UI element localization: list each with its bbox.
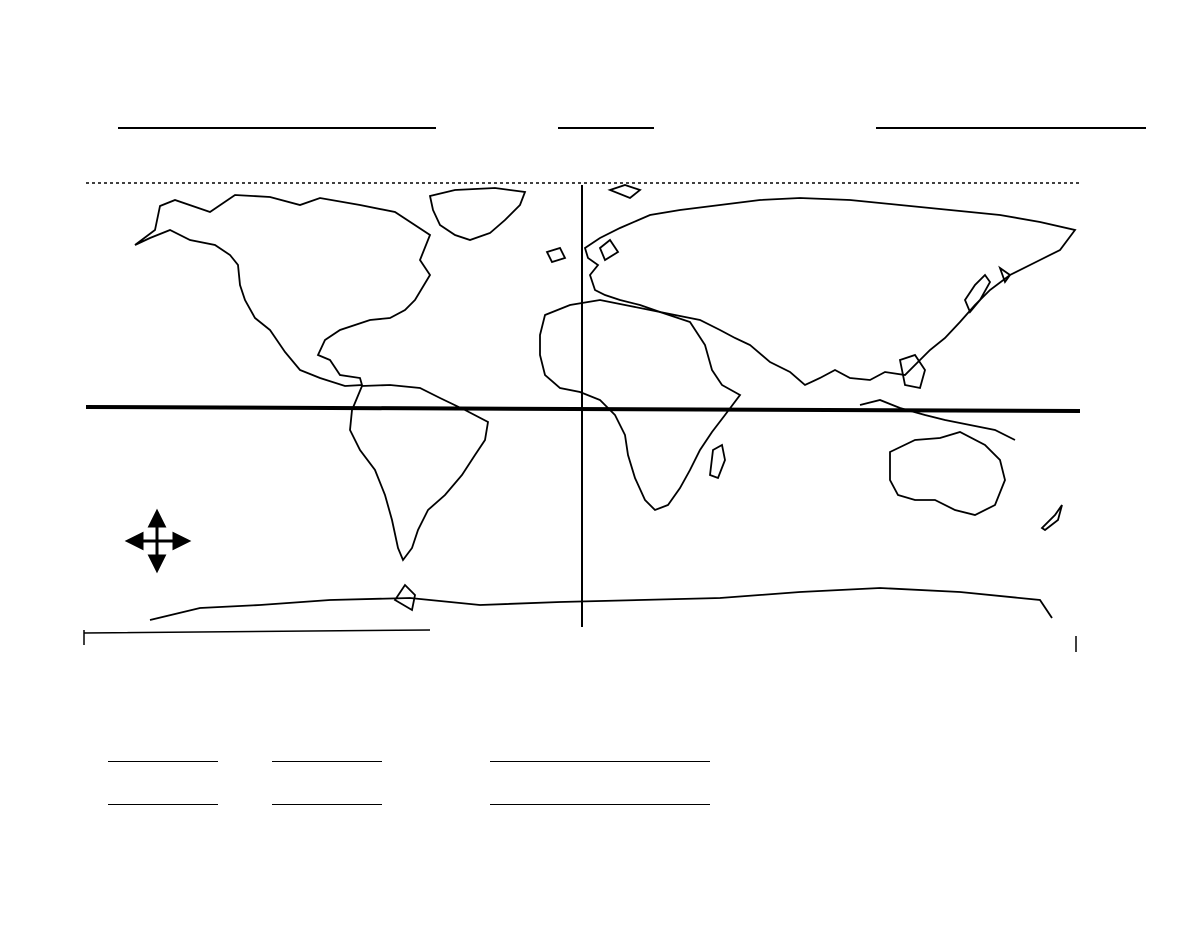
continent-outlines: [135, 185, 1075, 620]
row-a-latitude-blank[interactable]: [108, 761, 218, 762]
eurasia-outline: [585, 198, 1075, 385]
compass-rose: [128, 512, 188, 570]
africa-outline: [540, 300, 740, 510]
row-b-longitude-blank[interactable]: [272, 804, 382, 805]
new-zealand-outline: [1042, 505, 1062, 530]
antarctica-outline: [150, 588, 1052, 620]
madagascar-outline: [710, 445, 725, 478]
row-a-setup-blank[interactable]: [490, 761, 710, 762]
greenland-outline: [430, 188, 525, 240]
row-a-longitude-blank[interactable]: [272, 761, 382, 762]
islands-outline: [860, 400, 1015, 440]
north-america-outline: [135, 195, 430, 386]
south-america-outline: [350, 385, 488, 560]
row-b-setup-blank[interactable]: [490, 804, 710, 805]
australia-outline: [890, 432, 1005, 515]
row-b-latitude-blank[interactable]: [108, 804, 218, 805]
